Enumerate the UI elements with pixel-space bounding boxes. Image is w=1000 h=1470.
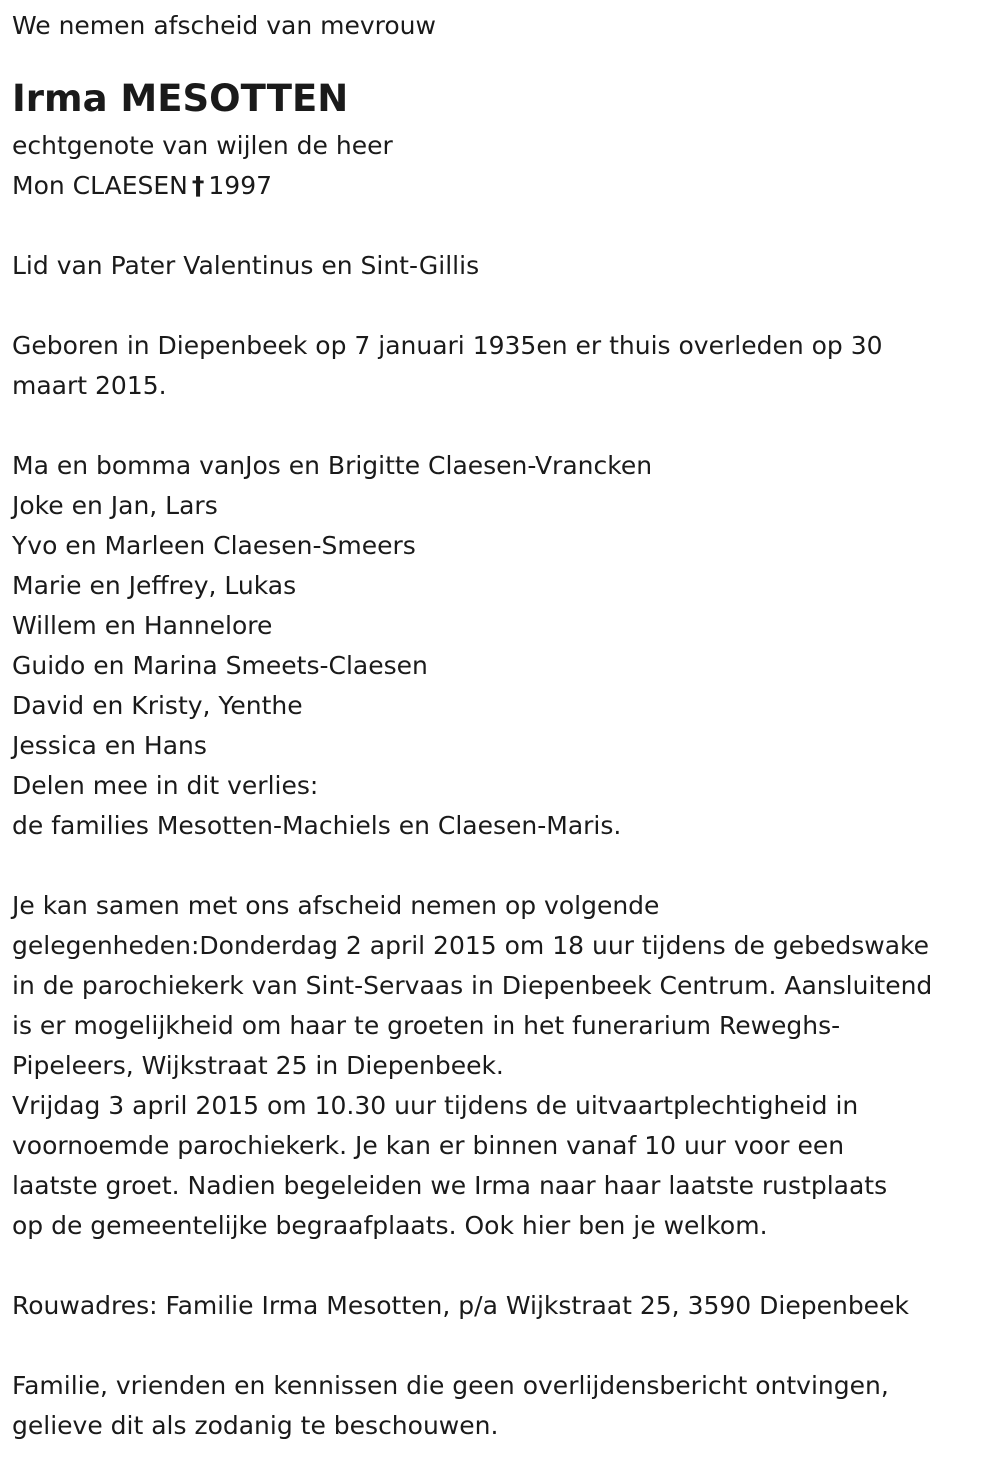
- birth-line: maart 2015.: [12, 371, 167, 400]
- ceremony-line: voornoemde parochiekerk. Je kan er binnen vanaf 10 uur voor een: [12, 1131, 845, 1160]
- family-line: David en Kristy, Yenthe: [12, 691, 303, 720]
- ceremony-line: Vrijdag 3 april 2015 om 10.30 uur tijdens de uitvaartplechtigheid in: [12, 1091, 859, 1120]
- mourning-address: Rouwadres: Familie Irma Mesotten, p/a Wijkstraat 25, 3590 Diepenbeek: [12, 1291, 909, 1320]
- ceremony-line: laatste groet. Nadien begeleiden we Irma naar haar laatste rustplaats: [12, 1171, 888, 1200]
- ceremony-line: Je kan samen met ons afscheid nemen op volgende: [12, 891, 660, 920]
- family-line: Marie en Jeffrey, Lukas: [12, 571, 297, 600]
- ceremony-line: is er mogelijkheid om haar te groeten in het funerarium Reweghs-: [12, 1011, 841, 1040]
- spouse-name: Mon CLAESEN: [12, 171, 188, 200]
- intro-text: We nemen afscheid van mevrouw: [12, 11, 436, 40]
- family-line: Delen mee in dit verlies:: [12, 771, 319, 800]
- family-line: Jessica en Hans: [12, 731, 207, 760]
- membership-text: Lid van Pater Valentinus en Sint-Gillis: [12, 251, 480, 280]
- spacer: [12, 206, 988, 246]
- spouse-year: 1997: [208, 171, 273, 200]
- cross-icon: †: [191, 171, 205, 200]
- ceremony-line: op de gemeentelijke begraafplaats. Ook hier ben je welkom.: [12, 1211, 768, 1240]
- ceremony-line: gelegenheden:Donderdag 2 april 2015 om 18 uur tijdens de gebedswake: [12, 931, 929, 960]
- birth-line: Geboren in Diepenbeek op 7 januari 1935en er thuis overleden op 30: [12, 331, 883, 360]
- family-line: Ma en bomma vanJos en Brigitte Claesen-Vrancken: [12, 451, 653, 480]
- closing-line: Familie, vrienden en kennissen die geen overlijdensbericht ontvingen,: [12, 1371, 889, 1400]
- family-line: Guido en Marina Smeets-Claesen: [12, 651, 428, 680]
- spacer: [12, 1326, 988, 1366]
- ceremony-line: Pipeleers, Wijkstraat 25 in Diepenbeek.: [12, 1051, 504, 1080]
- deceased-name: Irma MESOTTEN: [12, 77, 349, 120]
- spacer: [12, 1246, 988, 1286]
- family-line: de families Mesotten-Machiels en Claesen-Maris.: [12, 811, 622, 840]
- closing-line: gelieve dit als zodanig te beschouwen.: [12, 1411, 499, 1440]
- ceremony-line: in de parochiekerk van Sint-Servaas in Diepenbeek Centrum. Aansluitend: [12, 971, 933, 1000]
- spacer: [12, 406, 988, 446]
- family-line: Joke en Jan, Lars: [12, 491, 218, 520]
- spacer: [12, 846, 988, 886]
- family-line: Yvo en Marleen Claesen-Smeers: [12, 531, 416, 560]
- spacer: [12, 286, 988, 326]
- family-line: Willem en Hannelore: [12, 611, 273, 640]
- spouse-description: echtgenote van wijlen de heer: [12, 131, 393, 160]
- spouse-line: [12, 166, 988, 206]
